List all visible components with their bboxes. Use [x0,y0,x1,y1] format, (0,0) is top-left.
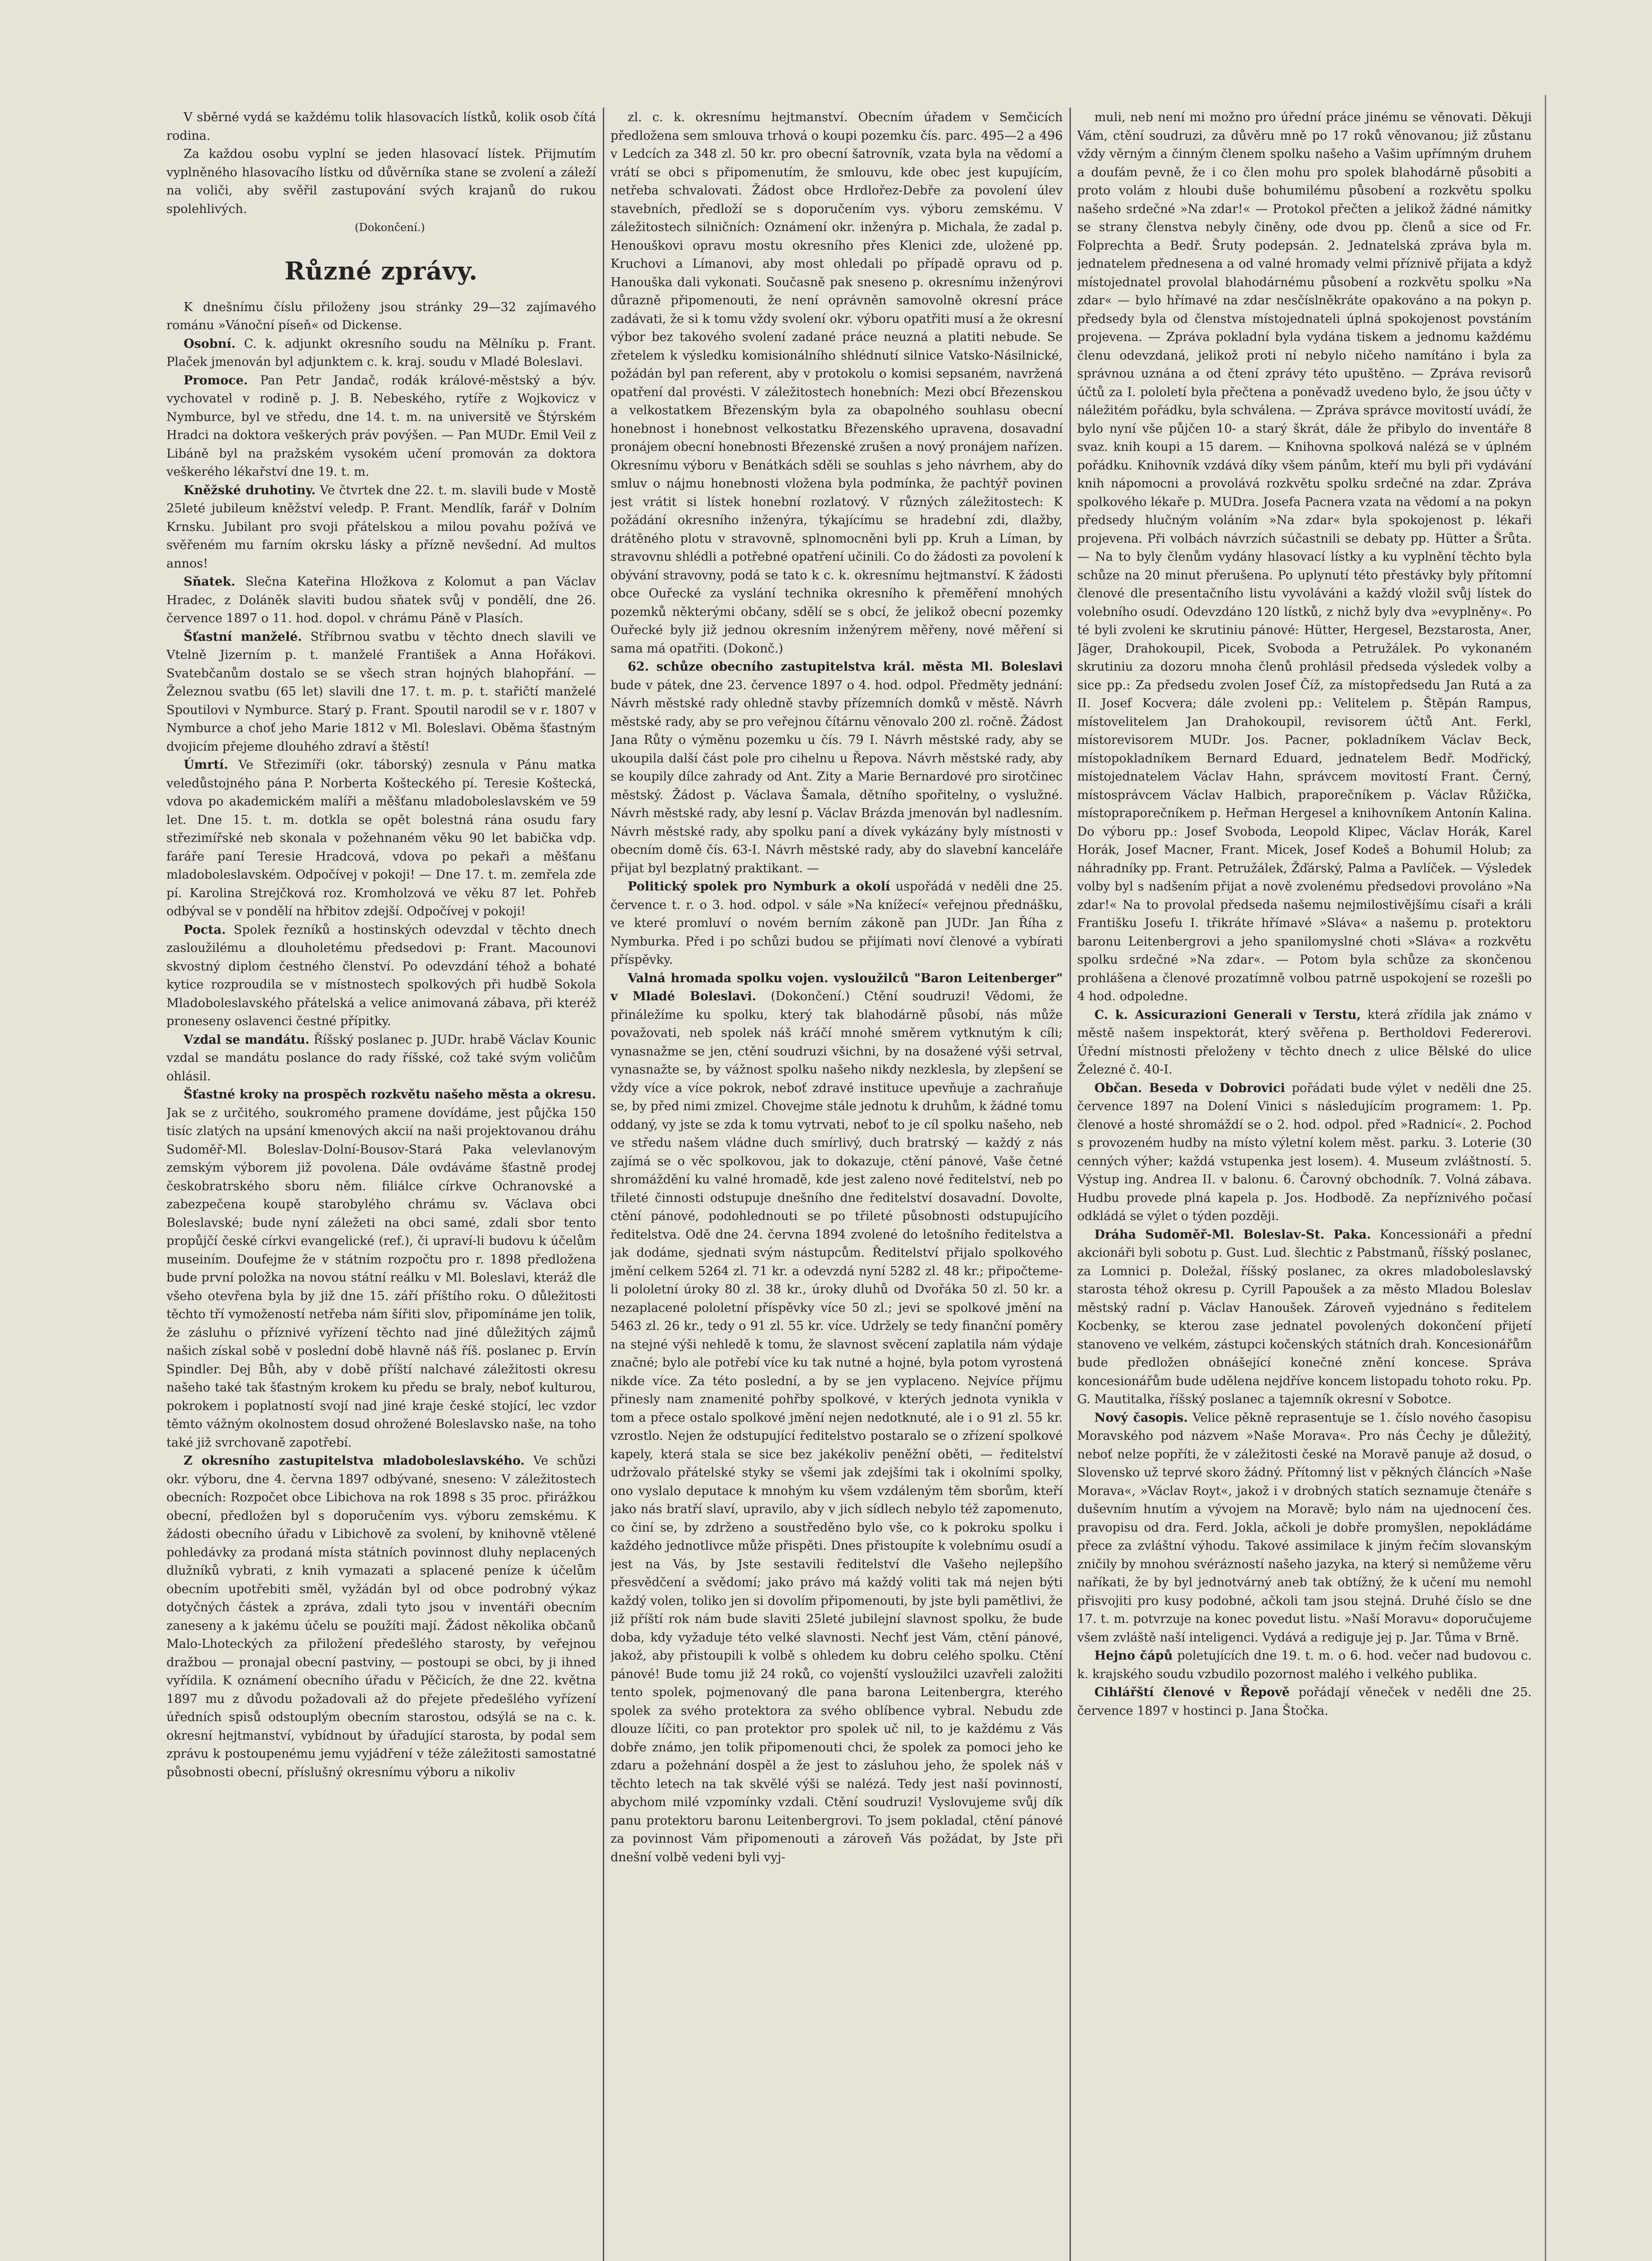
item-heading: Občan. Beseda v Dobrovici [1094,1081,1285,1095]
item-heading: Nový časopis. [1094,1410,1188,1425]
column-3 [1077,109,1532,2261]
news-item [166,372,596,482]
news-paragraph: muli, neb není mi možno pro úřední práce jinému se věnovati. Děkuji Vám, ctění soudruzi, za důvěru mně po 17 roků věnovanou; již zůstanu vždy věrným a činným členem spolku našeho a Vašim upřímným druhem a doufám pevně, že i co člen mohu pro spolek blahodárně působiti a proto volám z hloubi duše bohumilému působení a rozkvětu spolku našeho srdečné »Na zdar!« — Protokol přečten a jelikož žádné námitky se strany členstva nebyly činěny, ode dvou pp. členů a sice od Fr. Folprechta a Bedř. Šruty podepsán. 2. Jednatelská zpráva byla m. jednatelem přednesena a od valné hromady velmi příznivě přijata a když místojednatel provolal blahodárnému působení a rozkvětu spolku »Na zdar« — bylo hřímavé na zdar nesčíslněkráte opakováno a na pokyn p. předsedy byla od členstva místojednateli úplná spokojenost povstáním projevena. — Zpráva pokladní byla vydána tiskem a jednomu každému členu odevzdaná, jelikož proti ní nebylo ničeho namítáno i byla za správnou uznána a od čtení zprávy této upuštěno. — Zpráva revisorů účtů za I. pololetí byla přečtena a poněvadž uvedeno bylo, že jsou účty v náležitém pořádku, byla schválena. — Zpráva správce movitostí uvádí, že bylo nyní vše půjčen 10- a starý škrát, dále že přibylo do inventáře 8 svaz. knih koupi a 15 darem. — Knihovna spolková nalézá se v úplném pořádku. Knihovník vzdává díky všem pánům, kteří mu byli při vydávání knih nápomocni a provolává rozkvětu spolku srdečné na zdar. Zpráva spolkového lékaře p. MUDra. Josefa Pacnera vzata na vědomí a na pokyn předsedy hlučným voláním »Na zdar« byla spokojenost p. lékaři projevena. Při volbách návrzích súčastnili se debaty pp. Hütter a Šrůta. — Na to byly členům vydány hlasovací lístky a ku vyplnění těchto byla schůze na 20 minut přerušena. Po uplynutí této přestávky byly přítomní členové dle presentačního listu vyvoláváni a každý vložil svůj lístek do volebního osudí. Odevzdáno 120 lístků, z nichž byly dva »evyplněny«. Po té byli zvoleni ke skrutiniu pánové: Hütter, Hergesel, Bezstarosta, Aner, Jäger, Drahokoupil, Picek, Svoboda a Petružálek. Po vykonaném skrutiniu za dozoru mnoha členů prohlásil předseda výsledek volby a sice pp.: Za předsedu zvolen Josef Číž, za místopředsedu Jan Rutá a za II. Josef Kocvera; dále zvoleni pp.: Velitelem p. Štěpán Rampus, místovelitelem Jan Drahokoupil, revisorem účtů Ant. Ferkl, místorevisorem MUDr. Jos. Pacner, pokladníkem Václav Beck, místopokladníkem Bernard Eduard, jednatelem Bedř. Modřický, místojednatelem Václav Hahn, správcem movitostí Frant. Černý, místosprávcem Václav Halbich, praporečníkem p. Václav Růžička, místopraporečníkem p. Heřman Hergesel a knihovníkem Antonín Kalina. Do výboru pp.: Josef Svoboda, Leopold Klipec, Václav Horák, Karel Horák, Josef Macner, Frant. Micek, Josef Kodeš a Bohumil Holub; za náhradníky pp. Frant. Petružálek, Žďárský, Palma a Pavlíček. — Výsledek volby byl s nadšením přijat a nově zvolenému předsedovi provoláno »Na zdar!« Na to provolal předseda našemu nejmilostivějšímu císaři a králi Františku Josefu I. třikráte hřímavé »Sláva« a našemu p. protektoru baronu Leitenbergrovi a jeho spanilomyslné choti »Sláva« a rozkvětu spolku srdečné »Na zdar«. — Potom byla schůze za skončenou prohlášena a členové prozatímně volbou patrně uspokojení se rozešli po 4 hod. odpoledne. [1077,110,1532,1003]
news-item [166,921,596,1031]
news-item [166,573,596,628]
item-text: Pan Petr Jandač, rodák králové-městský a býv. vychovatel v rodině p. J. B. Nebeského, rytíře z Wojkovicz v Nymburce, byl ve středu, dne 14. t. m. na universitě ve Štýrském Hradci na doktora veškerých práv povýšen. — Pan MUDr. Emil Veil z Libáně byl na pražském vysokém učení promován za doktora veškerého lékařství dne 19. t. m. [166,373,596,479]
item-heading: Osobní. [184,336,236,351]
item-heading: 62. schůze obecního zastupitelstva král. města Ml. Boleslavi [628,660,1063,674]
news-item [1077,1409,1532,1647]
end-mark: (Dokončení.) [355,221,425,234]
news-item [1077,1006,1532,1079]
item-heading: Promoce. [184,373,248,388]
news-item [166,756,596,921]
item-heading: Šťastné kroky na prospěch rozkvětu našeho města a okresu. [184,1088,596,1102]
news-item [611,878,1063,970]
item-text: Koncessionáři a přední akcionáři byli sobotu p. Gust. Lud. šlechtic z Pabstmanů, říšský poslanec, za Lomnici p. Doležal, říšský poslanec, za okres mladoboleslavský starosta téhož okresu p. Cyrill Papoušek a za město Mladou Boleslav městský radní p. Václav Hanoušek. Zároveň vyjednáno s ředitelem Kocbenky, se kterou zase jednatel povolených dokončení přijetí stanoveno ve velkém, zástupci kočenských státních drah. Koncesionářům bude předložen obnášející konečné znění koncese. Správa koncesionářům bude udělena nejdříve koncem listopadu tohoto roku. Pp. G. Mautitalka, říšský poslanec a tajemník okresní v Sobotce. [1077,1227,1532,1406]
news-item [1077,1647,1532,1684]
news-item [611,970,1063,1867]
item-text: Spolek řezníků a hostinských odevzdal v těchto dnech zasloužilému a dlouholetému předsedovi p: Frant. Macounovi skvostný diplom čestného členství. Po odevzdání téhož a bohaté kytice rozproudila se v místnostech spolkových při hudbě Sokola Mladoboleslavského přátelská a velice animovaná zábava, při kteréž proneseny oslavenci čestné přípitky. [166,922,596,1028]
news-paragraph: zl. c. k. okresnímu hejtmanství. Obecním úřadem v Semčicích předložena sem smlouva trhová o koupi pozemku čís. parc. 495—2 a 496 v Ledcích za 348 zl. 50 kr. pro obecní šatrovník, vzata byla na vědomí a vrátí se obci s připomenutím, že smlouvu, kde obec jest kupujícím, netřeba schvalovati. Žádost obce Hrdlořez-Debře za povolení úlev stavebních, předloží se s doporučením vys. výboru zemskému. V záležitostech silničních: Oznámení okr. inženýra p. Michala, že zadal p. Henouškovi opravu mostu okresního přes Klenici zde, uložené pp. Kruchovi a Límanovi, aby most ohledali po případě opravu od p. Hanouška dali vykonati. Současně pak sneseno p. okresnímu inženýrovi důrazně připomenouti, že není oprávněn samovolně okresní práce zadávati, že si k tomu vždy svolení okr. výboru opatřiti musí a že okresní výbor bez takového svolení zadané práce neuzná a platiti nebude. Se zřetelem k výsledku komisionálního shlédnutí silnice Vatsko-Násilnické, požádán byl pan referent, aby v protokolu o komisi sepsaném, navržená opatření dal provésti. V záležitostech honebních: Mezi obcí Březenskou a velkostatkem Březenským byla za obapolného souhlasu obecní honebnost i honebnost velkostatku Březenského upravena, dosavadní pronájem obecní honebnosti Březenské zrušen a nový pronájem nařízen. Okresnímu výboru v Benátkách sděli se souhlas s jeho návrhem, aby do smluv o nájmu honebnosti vložena byla podmínka, že pachtýř povinen jest vrátit si lístek honební rozlatový. V různých záležitostech: K požádání okresního inženýra, týkajícímu se hradební zdi, dlažby, drátěného plotu v stravovně, splnomocněni byli pp. Kruh a Líman, by stravovnu shlédli a potřebné opatření učinili. Co do žádosti za povolení k obývání stravovny, podá se tato k c. k. okresnímu hejtmanství. K žádosti obce Ouřecké za vyslání technika okresního k přeměření mnohých pozemků některými občany, sdělí se s obcí, že jelikož obecní pozemky Ouřecké byly již jednou okresním inženýrem měřeny, nové měření si sama má opatřiti. (Dokonč.) [611,110,1063,656]
item-text: Ve čtvrtek dne 22. t. m. slavili bude v Mostě 25leté jubileum kněžství veledp. P. Frant. Mendlík, farář v Dolním Krnsku. Jubilant pro svoji přátelskou a milou povahu požívá ve svěřeném mu farním okrsku lásky a přízně nevšední. Ad multos annos! [166,483,596,571]
item-text: pořádají věneček v neděli dne 25. července 1897 v hostinci p. Jana Štočka. [1077,1685,1532,1718]
item-text: Říšský poslanec p. JUDr. hrabě Václav Kounic vzdal se mandátu poslance do rady říšské, což také svým voličům ohlásil. [166,1032,596,1083]
item-heading: Valná hromada spolku vojen. vysloužilců "Baron Leitenberger" v Mladé Boleslavi. [611,971,1063,1003]
item-heading: Cihlářští členové v Řepově [1094,1685,1290,1699]
intro-paragraph: V sběrné vydá se každému tolik hlasovacích lístků, kolik osob čítá rodina. [166,110,596,143]
news-item [611,658,1063,878]
item-text: Velice pěkně reprasentuje se 1. číslo nového časopisu Moravského pod názvem »Naše Morava«. Pro nás Čechy je důležitý, neboť nelze popříti, že v záležitosti české na Moravě panuje až dosud, o Slovensko už teprvé skoro žádný. Přítomný list v pěkných článcích »Naše Morava«, »Václav Royt«, jakož i v drobných statích seznamuje čtenáře s duševním hnutím a vývojem na Moravě; bylo nám na ujednocení čes. pravopisu od dra. Ferd. Jokla, ačkoli je dobře promyšlen, nepokládáme přece za zvláštní výhodu. Takové assimilace k jiným řečím slovanským zničily by mnohou svérázností našeho jazyka, na který si nemůžeme věru naříkati, že by byl jednotvárný aneb tak obtížný, že k učení mu nemohl přisvojiti pro kusy podobné, ačkoli tam jsou stejná. Druhé číslo se dne 17. t. m. potvrzuje na konec povedut listu. »Naší Moravu« doporučujeme všem zvláště naší inteligenci. Vydává a rediguje jej p. Jar. Tůma v Brně. [1077,1410,1532,1645]
item-text: uspořádá v neděli dne 25. července t. r. o 3. hod. odpol. v sále »Na knížecí« veřejnou přednášku, ve které promluví o novém berním zákoně pan JUDr. Jan Říha z Nymburka. Před i po schůzi budou se přijímati noví členové a vybírati příspěvky. [611,880,1063,967]
column-divider [1070,108,1071,2261]
item-heading: Politický spolek pro Nymburk a okolí [628,880,890,894]
news-item [166,1452,596,1782]
section-title: Různé zprávy. [284,256,478,285]
item-text: Ve schůzi okr. výboru, dne 4. června 1897 odbývané, sneseno: V záležitostech obecních: Rozpočet obce Libichova na rok 1898 s 35 proc. přirážkou obecní, předložen byl s doporučením vys. výboru zemskému. K žádosti obecního úřadu v Libichově za svolení, by knihovně vtělené pohledávky za prodaná místa státních povinnost dluhy neplacených dlužníků vybrati, z knih vymazati a splacené peníze k účelům obecním upotřebiti směl, vyžádán byl od obce podrobný výkaz dotyčných částek a zpráva, zdali tyto jsou v inventáři obecním zaneseny a k jakému účelu se použíti mají. Žádost několika občanů Malo-Lhoteckých za přiložení předešlého starosty, by veřejnou dražbou — pronajal obecní pastviny, — postoupi se obci, by ji ihned vyřídila. K oznámení obecního úřadu v Pěčicích, že dne 22. května 1897 mu z důvodu požadovali až do přejete předešlého vyřízení úředních spisů odstouplým obecním starostou, odsýlá se na c. k. okresní hejtmanství, vybídnout by úřadující starosta, by podal sem zprávu k postoupenému jemu vyjádření v téže záležitosti samostatné působnosti obecní, příslušný okresnímu výboru a nikoliv [166,1454,596,1779]
news-item [166,482,596,573]
page-border [1545,95,1546,2261]
item-heading: Pocta. [184,922,226,937]
item-text: pořádati bude výlet v neděli dne 25. července 1897 na Dolení Vinici s následujícím programem: 1. Pp. členové a hosté shromáždí se o 2. hod. odpol. před »Radnicí«. 2. Pochod s provozeném hudby na místo výletní kolem měst. parku. 3. Loterie (30 cenných výher; každá vstupenka jest losem). 4. Museum zvláštností. 5. Výstup ing. Andrea II. v balonu. 6. Čarovný obchodník. 7. Volná zábava. Hudbu provede plná kapela p. Jos. Hodbodě. Za nepříznivého počasí odkládá se výlet o týden později. [1077,1081,1532,1223]
news-item [1077,1684,1532,1720]
item-text: (Dokončení.) Ctění soudruzi! Vědomi, že přináležíme ku spolku, který tak blahodárně působí, nás může považovati, neb spolek náš kráčí mnohé směrem vytknutým k cíli; vynasnažme se jen, ctění soudruzi všichni, by na dosažené výši setrval, vynasnažte se, by vážnost spolku našeho nikdy nezklesla, by zlepšení se vždy více a více pokrok, neboť zdravé instituce upevňuje a zachraňuje se, by před nimi zmizel. Chovejme stále jednotu k druhům, k žádné tomu oddaný, vy jste se zda k tomu vytrvati, neboť to je cíl spolku našeho, neb ve středu našem vládne duch smírlivý, duch bratrský — každý z nás zajímá se o věc spolkovou, jak to dokazuje, ctění pánové, Vaše četné shromáždění ku valné hromadě, kde jest zaleno nové ředitelství, neb po třileté činnosti odstupuje dnešního dne ředitelství dosavadní. Dovolte, ctění pánové, podohlednouti se po třileté působnosti odstupujícího ředitelstva. Odě dne 24. června 1894 zvolené do letošního ředitelstva a jak dodáme, sjednati svým nástupcům. Ředitelství přijalo spolkového jmění celkem 5264 zl. 71 kr. a odevzdá nyní 5282 zl. 48 kr.; připočteme-li pololetní úroky 80 zl. 38 kr., úroky dluhů od Dvořáka 50 zl. 50 kr. a nezaplacené pololetní příspěvky více 50 zl.; jevi se spolkové jmění na 5463 zl. 26 kr., tedy o 91 zl. 55 kr. více. Udržely se tedy finanční poměry na stejné výši nehledě k tomu, že slavnost svěcení zaplatila nám výdaje značné; bylo ale potřebí více ku tak nutné a hojné, byla potom vyrostená nikde více. Za této poslední, a by se jen vyplaceno. Nejvíce příjmu přinesly nam znamenité pohřby spolkové, v kterých jednota vynikla v tom a přece ostalo spolkové jmění nejen nedotknuté, ale i o 91 zl. 55 kr. vzrostlo. Nejen že odstupující ředitelstvo postaralo se o zřízení spolkové kapely, která stala se sice bez jakékoliv peněžní oběti, — ředitelství udržovalo přátelské styky se všemi jak zdejšími tak i okolními spolky, ono vyslalo deputace k mnohým ku všem vzdáleným těm sborům, kteří jako nás bratří slaví, upravilo, aby v jich sídlech nebylo též zapomenuto, co činí se, by zdrženo a soustředěno bylo vše, co k pokroku spolku i každého jednotlivce může přispěti. Dnes přistoupíte k volebnímu osudí a jest na Vás, by Jste sestavili ředitelství dle Vašeho nejlepšího přesvědčení a svědomí; jako právo má každý voliti tak má nejen býti každý volen, toliko jen si dovolím připomenouti, by jste byli pamětlivi, že již příští rok nám bude slaviti 25leté jubilejní slavnost spolku, že bude doba, kdy vyžaduje této velké slavnosti. Nechť jest Vám, ctění pánové, jakož, aby přistoupili k volbě s ohledem ku dobru celého spolku. Ctění pánové! Bude tomu již 24 roků, co vojenští vysloužilci uzavřeli založiti tento spolek, pojmenovaný dle pana barona Leitenbergra, kterého spolek za svého protektora za svého oblíbence vybral. Nebudu zde dlouze líčiti, co pan protektor pro spolek uč nil, to je každému z Vás dobře známo, jen tolik připomenouti chci, že spolek za pomoci jeho ke zdaru a požehnání dospěl a že jest to zásluhou jeho, že spolek náš v těchto letech na tak skvělé výši se nalézá. Tedy jest naší povinností, abychom milé vzpomínky vzdali. Ctění soudruzi! Vyslovujeme svůj dík panu protektoru baronu Leitenbergrovi. To jsem pokladal, ctění pánové za povinnost Vám připomenouti a zároveň Vás požádat, by Jste při dnešní volbě vedeni byli vyj- [611,989,1063,1864]
item-heading: C. k. Assicurazioni Generali v Terstu, [1094,1008,1361,1022]
item-heading: Úmrtí. [184,758,228,772]
item-text: poletujících dne 19. t. m. o 6. hod. večer nad budovou c. k. krajského soudu vzbudilo pozornost malého i velkého publika. [1077,1649,1532,1681]
news-item [166,628,596,757]
column-divider [603,108,604,2261]
news-item [166,298,596,335]
item-text: Ve Střezimíři (okr. táborský) zesnula v Pánu matka veledůstojného pána P. Norberta Košteckého pí. Teresie Koštecká, vdova po akademickém malíři a měšťanu mladoboleslavském ve 59 let. Dne 15. t. m. dotkla se opět bolestná rána osudu fary střezimířské neb skonala v požehnaném věku 90 let babička vdp. faráře paní Teresie Hradcová, vdova po pekaři a měšťanu mladoboleslavském. Odpočívej v pokoji! — Dne 17. t. m. zemřela zde pí. Karolina Strejčková roz. Kromholzová ve věku 87 let. Pohřeb odbýval se v pondělí na hřbitov zdejší. Odpočívej v pokoji! [166,758,596,918]
news-item [166,1086,596,1452]
item-heading: Hejno čápů [1094,1649,1173,1663]
item-heading: Z okresního zastupitelstva mladoboleslavského. [184,1454,525,1468]
item-heading: Šťastní manželé. [184,629,302,644]
item-text: Slečna Kateřina Hložkova z Kolomut a pan Václav Hradec, z Doláněk slaviti budou sňatek svůj v pondělí, dne 26. července 1897 o 11. hod. dopol. v chrámu Páně v Plasích. [166,575,596,625]
column-1 [166,109,596,2261]
item-heading: Kněžské druhotiny. [184,483,316,497]
news-item [166,335,596,372]
item-heading: Dráha Sudoměř-Ml. Boleslav-St. Paka. [1094,1227,1371,1242]
item-text: Jak se z určitého, soukromého pramene dovídáme, jest půjčka 150 tisíc zlatých na upsání kmenových akcií na naši projektovanou dráhu Sudoměř-Ml. Boleslav-Dolní-Bousov-Stará Paka velevlanovým zemským výborem již povolena. Dále ovdáváme šťastně prodej českobratrského sboru něm. filiálce církve Ochranovské a zabezpečena koupě starobylého chrámu sv. Václava obci Boleslavské; bude nyní záležeti na obci samé, zdali sbor tento propůjčí české církvi evangelické (ref.), či upraví-li budovu k účelům museiním. Doufejme že v státním rozpočtu pro r. 1898 předložena bude první položka na novou státní reálku v Ml. Boleslavi, kteráž dle všeho otevřena byla by již dne 15. září příštího roku. O důležitosti těchto tří vymožeností netřeba nám šířiti slov, připomínáme jen tolik, že zásluhu o příznivé vyřízení těchto nad jiné důležitých zájmů našich získal sobě v poslední době hlavně náš říš. poslanec p. Ervín Spindler. Dej Bůh, aby v době příští nalchavé záležitosti okresu našeho také tak šťastným krokem ku předu se braly, neboť kulturou, pokrokem i poplatností svojí nad jiné kraje české stojící, lec vzdor těmto vážným okolnostem dosud ohrožené Boleslavsko naše, na toho také již svrchovaně zapotřebí. [166,1106,596,1450]
news-item [166,1031,596,1086]
news-item [1077,1226,1532,1409]
item-text: která zřídila jak známo v městě našem inspektorát, který svěřena p. Bertholdovi Federerovi. Úřední místnosti přeloženy v těchto dnech z ulice Bělské do ulice Železné č. 40-I. [1077,1008,1532,1077]
intro-paragraph: Za každou osobu vyplní se jeden hlasovací lístek. Přijmutím vyplněného hlasovacího lístku od důvěrníka stane se zvolení a záleží na voliči, aby svěřil zastupování svých krajanů do rukou spolehlivých. [166,147,596,216]
item-text: Stříbrnou svatbu v těchto dnech slavili ve Vtelně Jizerním p. t. manželé František a Anna Hořákovi. Svatebčanům dostalo se se všech stran hojných blahopřání. — Železnou svatbu (65 let) slavili dne 17. t. m. p. t. stařičtí manželé Spoutilovi v Nymburce. Starý p. Frant. Spoutil narodil se v r. 1807 v Nymburce a choť jeho Marie 1812 v Ml. Boleslavi. Oběma šťastným dvojicím přejeme dlouhého zdraví a štěstí! [166,629,596,754]
item-text: K dnešnímu číslu přiloženy jsou stránky 29—32 zajímavého románu »Vánoční píseň« od Dickense. [166,300,596,332]
column-2 [611,109,1063,2261]
item-heading: Sňatek. [184,575,236,589]
item-heading: Vzdal se mandátu. [184,1032,310,1047]
item-text: bude v pátek, dne 23. července 1897 o 4. hod. odpol. Předměty jednání: Návrh městské rady ohledně stavby přízemních domků v městě. Návrh městské rady, aby se pro veřejnou čítárnu věnovalo 200 zl. ročně. Žádost Jana Růty o výměnu pozemku u čís. 79 I. Návrh městské rady, aby se ukoupila další část pole pro cihelnu u Řepova. Návrh městské rady, aby se koupily dílce zahrady od Ant. Zity a Marie Bernardové pro sirotčinec městský. Žádost p. Václava Šamala, dětního spořitelny, o vyslužné. Návrh městské rady, aby lesní p. Václav Brázda jmenován byl nadlesním. Návrh městské rady, aby spolku paní a dívek vykázány byly místnosti v obecním domě čís. 63-I. Návrh městské rady, aby do slavební kanceláře přijat byl bezplatný praktikant. — [611,678,1063,875]
item-text: C. k. adjunkt okresního soudu na Mělníku p. Frant. Plaček jmenován byl adjunktem c. k. kraj. soudu v Mladé Boleslavi. [166,336,596,369]
news-item [1077,1079,1532,1226]
